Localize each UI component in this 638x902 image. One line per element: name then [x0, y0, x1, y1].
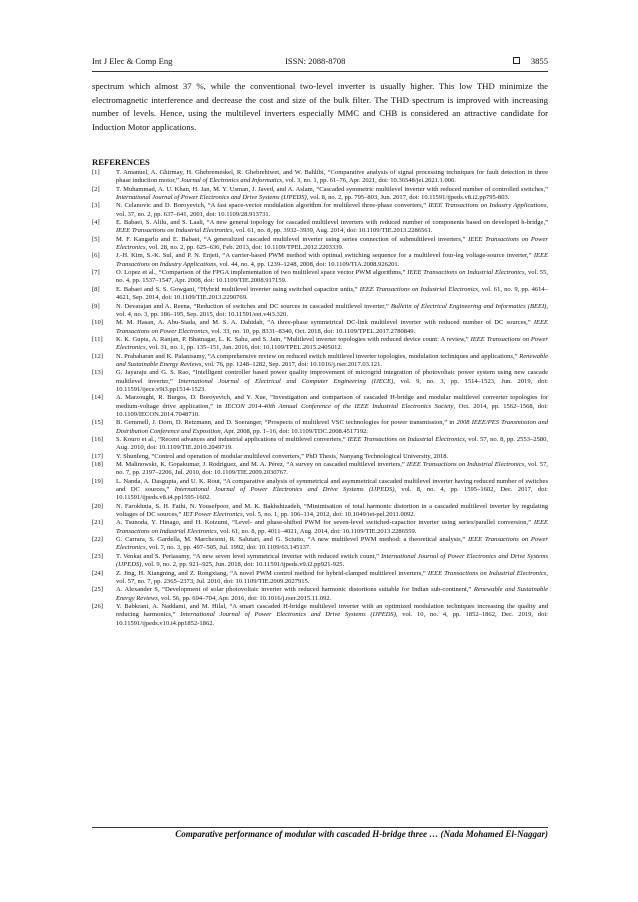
reference-venue: International Journal of Power Electronics and Drive Systems (IJPEDS) — [174, 486, 395, 494]
reference-details: , vol. 8, no. 4, pp. 1595–1602, Dec. 2017, doi: 10.11591/ijpeds.v8.i4.pp1595-1602. — [116, 486, 548, 502]
reference-citation: K. K. Gupta, A. Ranjan, P. Bhatnagar, L. K. Sahu, and S. Jain, “Multilevel inverter topologies with reduced device count: A review,” — [116, 335, 471, 343]
reference-number: [10] — [92, 319, 103, 327]
reference-number: [6] — [92, 252, 100, 260]
reference-number: [9] — [92, 302, 100, 310]
reference-venue: IEEE Transactions on Industrial Electronics — [359, 285, 478, 293]
journal-name: Int J Elec & Comp Eng — [92, 56, 173, 66]
reference-details: , vol. 57, no. 7, pp. 2365–2373, Jul. 2010, doi: 10.1109/TIE.2009.2027915. — [116, 569, 548, 585]
reference-number: [3] — [92, 202, 100, 210]
reference-number: [11] — [92, 335, 103, 343]
reference-item — [92, 553, 548, 570]
reference-citation: N. Prabaharan and K. Palanisamy, “A comprehensive review on reduced switch multilevel inverter topologies, modulation techniques and applications,” — [116, 352, 520, 360]
reference-item — [92, 519, 548, 536]
reference-item — [92, 236, 548, 253]
reference-citation: B. Gemmell, J. Dorn, D. Retzmann, and D. Soeranger, “Prospects of multilevel VSC technologies for power transmission,” in — [116, 419, 457, 427]
reference-item — [92, 252, 548, 269]
reference-text — [116, 570, 548, 587]
reference-number: [8] — [92, 285, 100, 293]
reference-venue: Journal of Electronics and Informatics — [180, 177, 283, 185]
reference-details: , vol. 7, no. 3, pp. 497–505, Jul. 1992, doi: 10.1109/63.145137. — [145, 544, 311, 552]
reference-venue: IEEE Transactions on Industry Applications — [428, 202, 547, 210]
reference-number: [24] — [92, 569, 103, 577]
reference-number: [20] — [92, 502, 103, 510]
reference-venue: IEEE Transactions on Industrial Electronics — [347, 436, 465, 443]
reference-number: [2] — [92, 185, 100, 193]
reference-item — [92, 202, 548, 219]
reference-venue: IEEE Transactions on Industrial Electronics — [407, 269, 525, 277]
reference-item — [92, 394, 548, 419]
reference-text — [116, 461, 548, 478]
reference-venue: IECON 2014-40th Annual Conference of the IEEE Industrial Electronics Society — [225, 402, 454, 410]
reference-text — [116, 336, 548, 353]
page-header — [92, 56, 548, 70]
reference-number: [4] — [92, 219, 100, 227]
reference-details: , vol. 5, no. 1, pp. 106–114, 2012, doi: 10.1049/iet-pel.2011.0092. — [242, 511, 416, 519]
reference-text — [116, 586, 548, 603]
reference-citation: G. Jayaraju and G. S. Rao, “Intelligent controller based power quality improvement of microgrid integration of photovoltaic power system using new cascade multilevel inverter,” — [116, 369, 548, 385]
reference-details: , vol. 8, no. 2, pp. 795–803, Jun. 2017, doi: 10.11591/ijpeds.v8.i2.pp795-803. — [306, 194, 510, 202]
reference-details: , vol. 44, no. 4, pp. 1239–1248, 2008, doi: 10.1109/TIA.2008.926201. — [216, 260, 400, 268]
reference-details: , vol. 61, no. 8, pp. 4011–4021, Aug. 2014, doi: 10.1109/TIE.2013.2286559. — [216, 527, 417, 535]
reference-venue: International Journal of Power Electronics and Drive Systems (IJPEDS) — [116, 194, 307, 202]
reference-citation: A. Marzoughi, R. Burgos, D. Boroyevich, and Y. Xue, “Investigation and comparison of cascaded H-bridge and modular multilevel converter topologies for medium-voltage drive application,” in — [116, 394, 548, 410]
reference-text — [116, 453, 548, 461]
reference-item — [92, 219, 548, 236]
reference-venue: International Journal of Power Electronics and Drive Systems (IJPEDS) — [116, 552, 548, 569]
reference-venue: Renewable and Sustainable Energy Reviews — [116, 586, 548, 602]
reference-text — [116, 553, 548, 570]
reference-item — [92, 186, 548, 203]
reference-item — [92, 319, 548, 336]
reference-text — [116, 503, 548, 520]
reference-number: [25] — [92, 586, 103, 594]
reference-item — [92, 570, 548, 587]
reference-citation: A. Tsunoda, Y. Hinago, and H. Koizumi, “Level- and phase-shifted PWM for seven-level switched-capacitor inverter using series/parallel conversion,” — [116, 519, 534, 527]
reference-text — [116, 236, 548, 253]
footer-divider — [92, 827, 548, 828]
page-number: 3855 — [530, 56, 548, 66]
reference-details: , vol. 57, no. 8, pp. 2553–2580, Aug. 2010, doi: 10.1109/TIE.2010.2049719. — [116, 436, 548, 452]
reference-item — [92, 336, 548, 353]
reference-number: [5] — [92, 235, 100, 243]
reference-number: [14] — [92, 394, 103, 402]
reference-details: , vol. 56, pp. 694–704, Apr. 2016, doi: 10.1016/j.rser.2015.11.092. — [157, 594, 332, 602]
reference-citation: E. Babaei, S. Alilu, and S. Laali, “A new general topology for cascaded multilevel inverters with reduced number of components based on developed h-bridge,” — [116, 219, 548, 227]
reference-venue: International Journal of Electrical and Computer Engineering (IJECE) — [178, 377, 394, 385]
reference-text — [116, 303, 548, 320]
reference-text — [116, 202, 548, 219]
reference-text — [116, 186, 548, 203]
reference-venue: IEEE Transactions on Power Electronics — [116, 335, 548, 352]
reference-item — [92, 353, 548, 370]
reference-item — [92, 286, 548, 303]
reference-venue: IEEE Transactions on Industrial Electronics — [406, 461, 525, 469]
reference-text — [116, 394, 548, 419]
checkbox-square-icon — [513, 57, 520, 64]
reference-number: [19] — [92, 477, 103, 485]
reference-details: , vol. 37, no. 2, pp. 637–641, 2001, doi: 10.1109/28.913731. — [116, 202, 549, 218]
reference-text — [116, 252, 548, 269]
reference-item — [92, 536, 548, 553]
reference-details: , vol. 57, no. 7, pp. 2197–2206, Jul. 2010, doi: 10.1109/TIE.2009.2030767. — [116, 461, 548, 477]
reference-details: , vol. 61, no. 9, pp. 4614–4621, Sep. 2014, doi: 10.1109/TIE.2013.2290769. — [116, 285, 548, 302]
reference-venue: IEEE Transactions on Power Electronics — [116, 235, 549, 252]
reference-number: [22] — [92, 536, 103, 544]
reference-venue: IEEE Transactions on Industry Applications — [116, 252, 548, 268]
reference-item — [92, 478, 548, 503]
reference-item — [92, 269, 548, 286]
reference-text — [116, 603, 548, 628]
reference-details: , vol. 33, no. 10, pp. 8331–8340, Oct. 2018, doi: 10.1109/TPEL.2017.2780849. — [207, 327, 416, 335]
reference-citation: Y. Babkrani, A. Naddami, and M. Hilal, “A smart cascaded H-bridge multilevel inverter with an optimized modulation techniques increasing the quality and reducing harmonics,” — [116, 602, 548, 619]
reference-citation: G. Carrara, S. Gardella, M. Marchesoni, R. Salutari, and G. Sciutto, “A new multilevel PWM method: a theoretical analysis,” — [116, 536, 468, 544]
reference-number: [13] — [92, 369, 103, 377]
reference-venue: IEEE Transactions on Industrial Electronics — [116, 227, 233, 235]
reference-text — [116, 436, 548, 453]
reference-details: , vol. 9, no. 2, pp. 921–925, Jun. 2018, doi: 10.11591/ijpeds.v9.i2.pp921-925. — [141, 561, 345, 569]
reference-item — [92, 303, 548, 320]
reference-citation: M. M. Hasan, A. Abu-Siada, and M. S. A. Dahidah, “A three-phase symmetrical DC-link multilevel inverter with reduced number of DC sources,” — [116, 319, 534, 327]
reference-details: , vol. 3, no. 1, pp. 61–76, Apr. 2021, doi: 10.36548/jei.2021.1.006. — [282, 177, 456, 185]
reference-venue: IEEE Transactions on Power Electronics — [116, 536, 548, 552]
reference-details: , vol. 28, no. 2, pp. 625–636, Feb. 2013, doi: 10.1109/TPEL.2012.2203339. — [145, 244, 344, 252]
reference-details: , vol. 9, no. 3, pp. 1514–1523, Jun. 2019, doi: 10.11591/ijece.v9i3.pp1514-1523. — [116, 377, 548, 393]
reference-number: [1] — [92, 169, 100, 176]
reference-text — [116, 269, 548, 286]
reference-details: , vol. 55, no. 4, pp. 1537–1547, Apr. 2008, doi: 10.1109/TIE.2008.917159. — [116, 269, 548, 285]
reference-number: [7] — [92, 269, 100, 277]
reference-text — [116, 219, 548, 236]
reference-text — [116, 536, 548, 553]
reference-venue: 2008 IEEE/PES Transmission and Distribution Conference and Exposition — [116, 419, 548, 435]
reference-item — [92, 436, 548, 453]
reference-citation: T. Muhammad, A. U. Khan, H. Jan, M. Y. Usman, J. Javed, and A. Aslam, “Cascaded symmetric multilevel inverter with reduced number of controlled switches,” — [116, 185, 548, 193]
reference-details: , vol. 31, no. 1, pp. 135–151, Jan. 2016, doi: 10.1109/TPEL.2015.2405012. — [145, 344, 343, 352]
reference-citation: Y. Shunfeng, “Control and operation of modular multilevel converters,” PhD Thesis, Nanyang Technological University, 2018. — [116, 452, 449, 460]
reference-citation: S. Kouro et al., “Recent advances and industrial applications of multilevel converters,” — [116, 436, 348, 443]
reference-number: [15] — [92, 419, 103, 427]
reference-citation: N. Farokhnia, S. H. Fathi, N. Yousefpoor, and M. K. Bakhshizadeh, “Minimisation of total harmonic distortion in a cascaded multilevel inverter by regulating voltages of DC sources,” — [116, 502, 548, 519]
reference-details: , vol. 61, no. 8, pp. 3932–3939, Aug. 2014, doi: 10.1109/TIE.2013.2286561. — [232, 227, 433, 235]
references-heading: REFERENCES — [92, 157, 150, 167]
reference-citation: T. Venkat and S. Periasamy, “A new seven level symmetrical inverter with reduced switch count,” — [116, 552, 382, 560]
reference-number: [23] — [92, 552, 103, 560]
reference-text — [116, 419, 548, 436]
reference-item — [92, 503, 548, 520]
reference-text — [116, 369, 548, 394]
reference-citation: T. Amanuel, A. Ghirmay, H. Ghebremeskel, R. Ghebrehiwet, and W. Bahlibi, “Comparative analysis of signal processing techniques for fault detection in three phase induction motor,” — [116, 169, 548, 185]
reference-number: [17] — [92, 452, 103, 460]
reference-citation: M. Malinowski, K. Gopakumar, J. Rodriguez, and M. A. Pérez, “A survey on cascaded multilevel inverters,” — [116, 461, 407, 469]
reference-citation: J.-H. Kim, S.-K. Sul, and P. N. Enjeti, “A carrier-based PWM method with optimal switching sequence for a multilevel four-leg voltage-source inverter,” — [116, 252, 534, 260]
reference-citation: N. Devarajan and A. Reena, “Reduction of switches and DC sources in cascaded multilevel inverter,” — [116, 302, 391, 310]
reference-item — [92, 169, 548, 186]
reference-citation: O. Lopez et al., “Comparison of the FPGA implementation of two multilevel space vector PWM algorithms,” — [116, 269, 408, 277]
reference-details: , Apr. 2008, pp. 1–16, doi: 10.1109/TDC.2008.4517192. — [220, 427, 368, 435]
reference-text — [116, 169, 548, 186]
reference-text — [116, 478, 548, 503]
reference-citation: M. F. Kangarlu and E. Babaei, “A generalized cascaded multilevel inverter using series connection of submultilevel inverters,” — [116, 235, 469, 243]
reference-citation: Z. Jing, H. Xiangning, and Z. Rongxiang, “A novel PWM control method for hybrid-clamped multilevel inverters,” — [116, 569, 428, 577]
reference-item — [92, 586, 548, 603]
reference-citation: A. Alexander S, “Development of solar photovoltaic inverter with reduced harmonic distortions suitable for Indian sub-continent,” — [116, 586, 474, 594]
reference-venue: Renewable and Sustainable Energy Reviews — [116, 352, 548, 368]
reference-item — [92, 369, 548, 394]
reference-text — [116, 353, 548, 370]
reference-venue: IET Power Electronics — [183, 511, 243, 519]
reference-venue: IEEE Transactions on Power Electronics — [116, 319, 548, 335]
page-footer: Comparative performance of modular with cascaded H-bridge three … (Nada Mohamed El-Naggar) — [175, 829, 548, 839]
reference-item — [92, 461, 548, 478]
reference-number: [21] — [92, 519, 103, 527]
reference-details: , Oct. 2014, pp. 1562–1568, doi: 10.1109/IECON.2014.7048710. — [116, 402, 548, 418]
reference-citation: N. Celanovic and D. Boroyevich, “A fast space-vector modulation algorithm for multilevel three-phase converters,” — [116, 202, 429, 210]
reference-number: [12] — [92, 352, 103, 360]
reference-details: , vol. 76, pp. 1248–1282, Sep. 2017, doi: 10.1016/j.rser.2017.03.121. — [201, 360, 382, 368]
issn: ISSN: 2088-8708 — [285, 56, 346, 66]
reference-number: [26] — [92, 602, 103, 610]
reference-details: , vol. 4, no. 3, pp. 186–195, Sep. 2015, doi: 10.11591/eei.v4i3.320. — [116, 302, 548, 318]
reference-item — [92, 603, 548, 628]
reference-venue: Bulletin of Electrical Engineering and Informatics (BEEI) — [390, 302, 547, 310]
reference-item — [92, 419, 548, 436]
reference-number: [16] — [92, 436, 103, 443]
reference-venue: IEEE Transactions on Industrial Electronics — [116, 519, 548, 535]
reference-venue: International Journal of Power Electronics and Drive Systems (IJPEDS) — [180, 611, 396, 619]
reference-number: [18] — [92, 461, 103, 469]
reference-details: , vol. 10, no. 4, pp. 1852–1862, Dec. 2019, doi: 10.11591/ijpeds.v10.i4.pp1852-1862. — [116, 611, 548, 627]
reference-venue: IEEE Transactions on Industrial Electronics — [427, 569, 547, 577]
reference-text — [116, 286, 548, 303]
reference-item — [92, 453, 548, 461]
references-list — [92, 169, 548, 628]
body-paragraph: spectrum which almost 37 %, while the conventional two-level inverter is usually higher. This low THD minimize the electromagnetic interference and decrease the cost and size of the bulk filter. The THD spectrum is improved with increasing number of levels. Hence, using the multilevel inverters especially MMC and CHB is considered an attractive candidate for Induction Motor applications. — [92, 81, 548, 132]
header-divider — [92, 71, 548, 72]
reference-citation: L. Nanda, A. Dasgupta, and U. K. Rout, “A comparative analysis of symmetrical and asymmetrical cascaded multilevel inverter having reduced number of switches and DC sources,” — [116, 477, 548, 494]
reference-text — [116, 519, 548, 536]
reference-citation: E. Babaei and S. S. Gowgani, “Hybrid multilevel inverter using switched capacitor units,” — [116, 285, 360, 293]
reference-text — [116, 319, 548, 336]
